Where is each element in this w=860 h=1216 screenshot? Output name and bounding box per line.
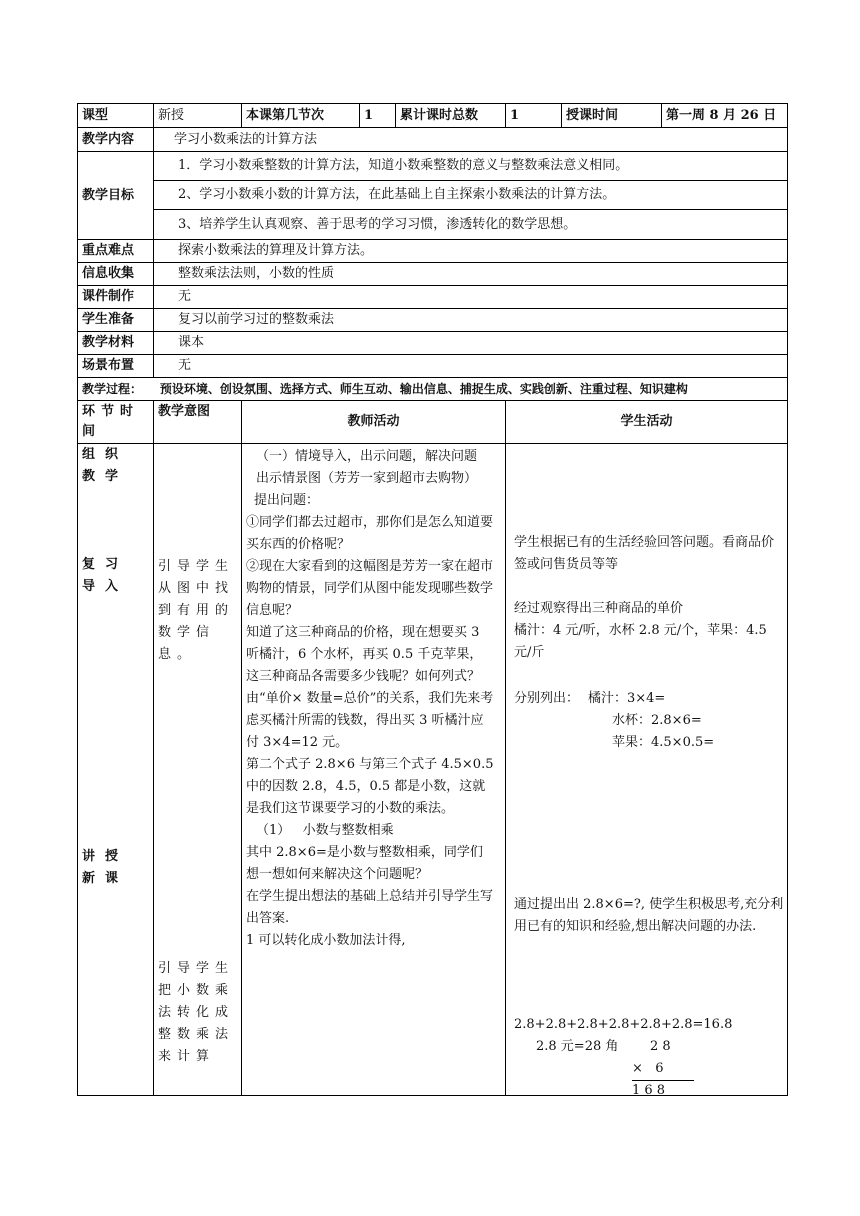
row-value: 无 <box>154 286 788 309</box>
student-observe: 经过观察得出三种商品的单价 <box>514 601 684 616</box>
type-value: 新授 <box>154 104 242 128</box>
content-label: 教学内容 <box>78 128 154 152</box>
teacher-activity <box>246 444 494 952</box>
objective-row-1 <box>78 152 788 181</box>
student-expr: 橘汁：3×4= <box>588 691 666 706</box>
teacher-line: 知道了这三种商品的价格，现在想要买 3 听橘汁，6 个水杯，再买 0.5 千克苹果，这三种商品各需要多少钱呢？如何列式？ <box>246 625 483 684</box>
time-value: 第一周 8 月 26 日 <box>662 104 788 128</box>
info-row <box>78 355 788 378</box>
content-value: 学习小数乘法的计算方法 <box>154 128 788 152</box>
multiply-mid: × 6 <box>632 1058 694 1081</box>
teacher-line: 第二个式子 2.8×6 与第三个式子 4.5×0.5 中的因数 2.8，4.5，0.5 都是小数，这就是我们这节课要学习的小数的乘法。 <box>246 757 494 816</box>
row-value: 课本 <box>154 332 788 355</box>
multiply-result: 1 6 8 <box>632 1083 666 1098</box>
teacher-line: 出示情景图（芳芳一家到超市去购物） <box>256 471 478 486</box>
row-label: 课件制作 <box>78 286 154 309</box>
teacher-col-header: 教师活动 <box>242 401 506 444</box>
student-cell <box>506 444 788 1096</box>
teacher-line: ②现在大家看到的这幅图是芳芳一家在超市购物的情景，同学们从图中能发现哪些数学信息呢？ <box>246 559 494 618</box>
intent-col-header: 教学意图 <box>154 401 242 444</box>
student-prices: 橘汁：4 元/听，水杯 2.8 元/个，苹果：4.5 元/斤 <box>514 623 767 660</box>
row-value: 无 <box>154 355 788 378</box>
student-think: 通过提出出 2.8×6=?, 使学生积极思考,充分利用已有的知识和经验,想出解决问题的办法. <box>514 897 784 934</box>
teacher-line: 在学生提出想法的基础上总结并引导学生写出答案. <box>246 889 494 926</box>
lesson-plan-table <box>77 103 788 1096</box>
intent-cell <box>154 444 242 1096</box>
teacher-line: 其中 2.8×6=是小数与整数相乘，同学们想一想如何来解决这个问题呢？ <box>246 845 483 882</box>
column-header-row <box>78 401 788 444</box>
row-label: 信息收集 <box>78 263 154 286</box>
teacher-line: 1 可以转化成小数加法计得, <box>246 933 406 948</box>
row-value: 探索小数乘法的算理及计算方法。 <box>154 240 788 263</box>
time-label: 授课时间 <box>562 104 662 128</box>
teacher-cell <box>242 444 506 1096</box>
row-label: 教学材料 <box>78 332 154 355</box>
teacher-line: 提出问题： <box>254 493 320 508</box>
student-activity <box>510 444 784 1098</box>
process-row <box>78 378 788 401</box>
student-conversion: 2.8 元=28 角 <box>536 1039 619 1054</box>
row-label: 场景布置 <box>78 355 154 378</box>
lesson-no-label: 本课第几节次 <box>242 104 360 128</box>
stage-col-label: 环节时间 <box>82 404 140 439</box>
activity-row <box>78 444 788 1096</box>
student-expr: 水杯：2.8×6= <box>612 713 702 728</box>
stage-cell <box>78 444 154 1096</box>
objective-item: 1．学习小数乘整数的计算方法，知道小数乘整数的意义与整数乘法意义相同。 <box>154 152 788 181</box>
info-row <box>78 286 788 309</box>
student-sum: 2.8+2.8+2.8+2.8+2.8+2.8=16.8 <box>514 1017 733 1032</box>
total-value: 1 <box>506 104 562 128</box>
student-col-header: 学生活动 <box>506 401 788 444</box>
content-row <box>78 128 788 152</box>
stage-col-header <box>78 401 154 444</box>
process-cell <box>78 378 788 401</box>
objective-item: 2、学习小数乘小数的计算方法，在此基础上自主探索小数乘法的计算方法。 <box>154 181 788 210</box>
teacher-line: 由“单价× 数量=总价”的关系，我们先来考虑买橘汁所需的钱数，得出买 3 听橘汁应付 3×4=12 元。 <box>246 691 494 750</box>
lesson-no-value: 1 <box>360 104 396 128</box>
type-label: 课型 <box>78 104 154 128</box>
intent-review: 引导学生从图中找到有用的数学信息。 <box>158 559 235 662</box>
row-label: 学生准备 <box>78 309 154 332</box>
teacher-line: ①同学们都去过超市，那你们是怎么知道要买东西的价格呢？ <box>246 515 494 552</box>
student-answer: 学生根据已有的生活经验回答问题。看商品价签或问售货员等等 <box>514 535 775 572</box>
row-value: 复习以前学习过的整数乘法 <box>154 309 788 332</box>
intent-new: 引导学生把小数乘法转化成整数乘法来计算 <box>158 961 235 1064</box>
stage-organize: 组织教学 <box>82 447 129 484</box>
process-value: 预设环境、创设氛围、选择方式、师生互动、输出信息、捕捉生成、实践创新、注重过程、知识建构 <box>159 382 688 396</box>
objective-item: 3、培养学生认真观察、善于思考的学习习惯，渗透转化的数学思想。 <box>154 210 788 240</box>
stage-review: 复习导入 <box>82 557 129 594</box>
info-row <box>78 263 788 286</box>
objectives-label: 教学目标 <box>78 152 154 240</box>
info-row <box>78 332 788 355</box>
row-value: 整数乘法法则，小数的性质 <box>154 263 788 286</box>
objective-row-3 <box>78 210 788 240</box>
stage-new: 讲授新课 <box>82 849 129 886</box>
info-row <box>78 240 788 263</box>
student-expr: 苹果：4.5×0.5= <box>612 735 715 750</box>
teacher-line: （一）情境导入，出示问题，解决问题 <box>256 449 478 464</box>
teacher-line: （1） 小数与整数相乘 <box>256 823 394 838</box>
process-label: 教学过程： <box>82 382 143 396</box>
row-label: 重点难点 <box>78 240 154 263</box>
objective-row-2 <box>78 181 788 210</box>
total-label: 累计课时总数 <box>396 104 506 128</box>
header-row <box>78 104 788 128</box>
multiply-top: 2 8 <box>650 1039 671 1054</box>
info-row <box>78 309 788 332</box>
student-list-label: 分别列出： <box>514 691 580 706</box>
